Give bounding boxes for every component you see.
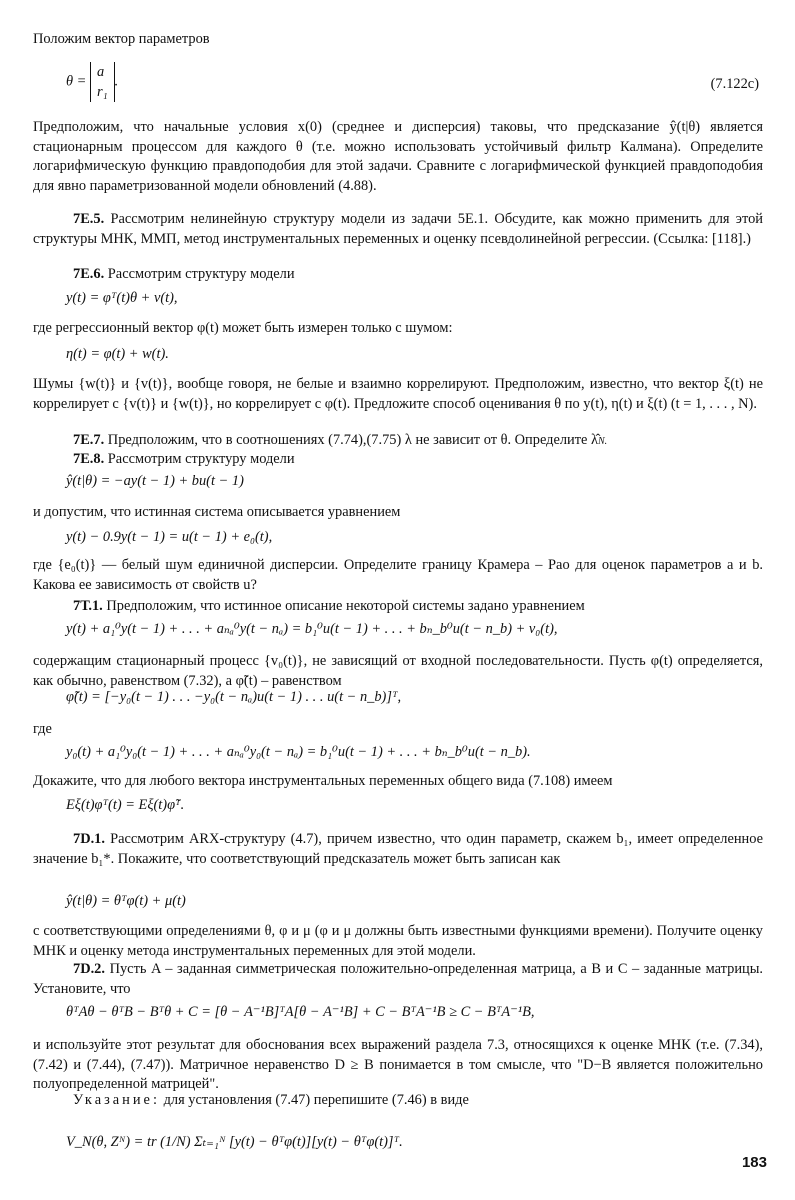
exercise-text-7D1: Рассмотрим ARX-структуру (4.7), причем известно, что один параметр, скажем b₁, имеет определенное значение b₁*. Покажите, что соответствующий предсказатель может быть записан как: [33, 831, 763, 867]
paragraph-definitions: с соответствующими определениями θ, φ и μ (φ и μ должны быть известными функциями времени). Получите оценку МНК и оценку метода инструментальных переменных для этой модели.: [33, 923, 763, 959]
paragraph-7D2: [33, 960, 763, 999]
exercise-label-7E6: 7Е.6.: [73, 266, 105, 282]
equation-y0: y₀(t) + a₁⁰y₀(t − 1) + . . . + aₙₐ⁰y₀(t − nₐ) = b₁⁰u(t − 1) + . . . + bₙ_b⁰u(t − n_b).: [66, 744, 531, 760]
equation-pred-7E8: ŷ(t|θ) = −ay(t − 1) + bu(t − 1): [66, 473, 244, 489]
paragraph-where: где: [33, 721, 52, 737]
paragraph-hint: [33, 1091, 763, 1111]
exercise-text-7D2: Пусть A – заданная симметрическая положительно-определенная матрица, а B и C – заданные матрицы. Установите, что: [33, 961, 763, 997]
exercise-label-7E7: 7Е.7.: [73, 432, 105, 448]
equation-pred-7D1: ŷ(t|θ) = θᵀφ(t) + μ(t): [66, 893, 186, 909]
hint-label: Указание:: [73, 1092, 160, 1108]
theta-matrix: [90, 62, 115, 102]
equation-matrix-ineq: θᵀAθ − θᵀB − Bᵀθ + C = [θ − A⁻¹B]ᵀA[θ − A⁻¹B] + C − BᵀA⁻¹B ≥ C − BᵀA⁻¹B,: [66, 1004, 535, 1020]
paragraph-regressor: где регрессионный вектор φ(t) может быть измерен только с шумом:: [33, 320, 453, 336]
equation-true-7E8: y(t) − 0.9y(t − 1) = u(t − 1) + e₀(t),: [66, 529, 273, 545]
hint-text: для установления (7.47) перепишите (7.46) в виде: [163, 1092, 469, 1108]
paragraph-7E7: [33, 431, 763, 452]
equation-y-model: y(t) = φᵀ(t)θ + v(t),: [66, 290, 178, 306]
paragraph-prove: Докажите, что для любого вектора инструментальных переменных общего вида (7.108) имеем: [33, 773, 613, 789]
paragraph-intro: Положим вектор параметров: [33, 31, 210, 47]
eq-theta-lhs: θ =: [66, 73, 87, 90]
equation-number: (7.122c): [710, 76, 759, 92]
exercise-label-7E8: 7Е.8.: [73, 451, 105, 467]
exercise-label-7E5: 7Е.5.: [73, 211, 105, 227]
exercise-text-7E5: Рассмотрим нелинейную структуру модели из задачи 5Е.1. Обсудите, как можно применить для этой структуры МНК, ММП, метод инструментальных переменных и оценку псевдолинейной регрессии. (Ссылка: [118].): [33, 211, 763, 247]
equation-theta: θ = a r₁ .: [66, 64, 119, 100]
exercise-text-7E8: Рассмотрим структуру модели: [107, 451, 295, 467]
theta-matrix-bottom: r₁: [97, 84, 108, 100]
exercise-text-7E7: Предположим, что в соотношениях (7.74),(7.75) λ не зависит от θ. Определите λ̂: [107, 432, 598, 448]
exercise-label-7D2: 7D.2.: [73, 961, 105, 977]
paragraph-7E6: [33, 265, 763, 285]
equation-expectation: Eξ(t)φᵀ(t) = Eξ(t)φ̃ᵀ.: [66, 797, 185, 813]
exercise-text-7E6: Рассмотрим структуру модели: [107, 266, 295, 282]
paragraph-7D1: [33, 830, 763, 869]
theta-matrix-top: a: [97, 64, 105, 80]
lambda-subscript: N.: [598, 436, 608, 447]
equation-eta: η(t) = φ(t) + w(t).: [66, 346, 169, 362]
exercise-label-7T1: 7Т.1.: [73, 598, 103, 614]
exercise-text-7T1: Предположим, что истинное описание некоторой системы задано уравнением: [106, 598, 585, 614]
equation-true-7T1: y(t) + a₁⁰y(t − 1) + . . . + aₙₐ⁰y(t − nₐ) = b₁⁰u(t − 1) + . . . + bₙ_b⁰u(t − n_b) + v₀(t),: [66, 621, 558, 637]
paragraph-stationary: содержащим стационарный процесс {v₀(t)}, не зависящий от входной последовательности. Пусть φ(t) определяется, как обычно, равенством (7.32), а φ̃(t) – равенством: [33, 653, 763, 689]
exercise-label-7D1: 7D.1.: [73, 831, 105, 847]
paragraph-7T1: [33, 597, 763, 617]
paragraph-use-result: и используйте этот результат для обоснования всех выражений раздела 7.3, относящихся к оценке МНК (т.е. (7.34), (7.42) и (7.44), (7.47)). Матричное неравенство D ≥ B понимается в том смысле, что "D−B является положительно полуопределенной матрицей".: [33, 1037, 763, 1092]
paragraph-true-system: и допустим, что истинная система описывается уравнением: [33, 504, 401, 520]
paragraph-7E8: [33, 450, 763, 470]
paragraph-cramer-rao: где {e₀(t)} — белый шум единичной дисперсии. Определите границу Крамера – Рао для оценок параметров a и b. Какова ее зависимость от свойств u?: [33, 557, 763, 593]
equation-VN: V_N(θ, Zᴺ) = tr (1/N) Σₜ₌₁ᴺ [y(t) − θᵀφ(t)][y(t) − θᵀφ(t)]ᵀ.: [66, 1134, 403, 1150]
page-number: 183: [741, 1154, 767, 1171]
paragraph-kalman: Предположим, что начальные условия x(0) (среднее и дисперсия) таковы, что предсказание ŷ(t|θ) является стационарным процессом для каждого θ (т.е. можно использовать устойчивый фильтр Калмана). Определите логарифмическую функцию правдоподобия для этой задачи. Сравните с логарифмической функцией правдоподобия для явно параметризованной модели обновлений (4.88).: [33, 119, 763, 194]
paragraph-7E5: [33, 210, 763, 249]
equation-phitilde: φ̃(t) = [−y₀(t − 1) . . . −y₀(t − nₐ)u(t − 1) . . . u(t − n_b)]ᵀ,: [66, 689, 402, 705]
paragraph-noises: Шумы {w(t)} и {v(t)}, вообще говоря, не белые и взаимно коррелируют. Предположим, известно, что вектор ξ(t) не коррелирует с {v(t)} и {w(t)}, но коррелирует с φ(t). Предложите способ оценивания θ по y(t), η(t) и ξ(t) (t = 1, . . . , N).: [33, 376, 763, 412]
